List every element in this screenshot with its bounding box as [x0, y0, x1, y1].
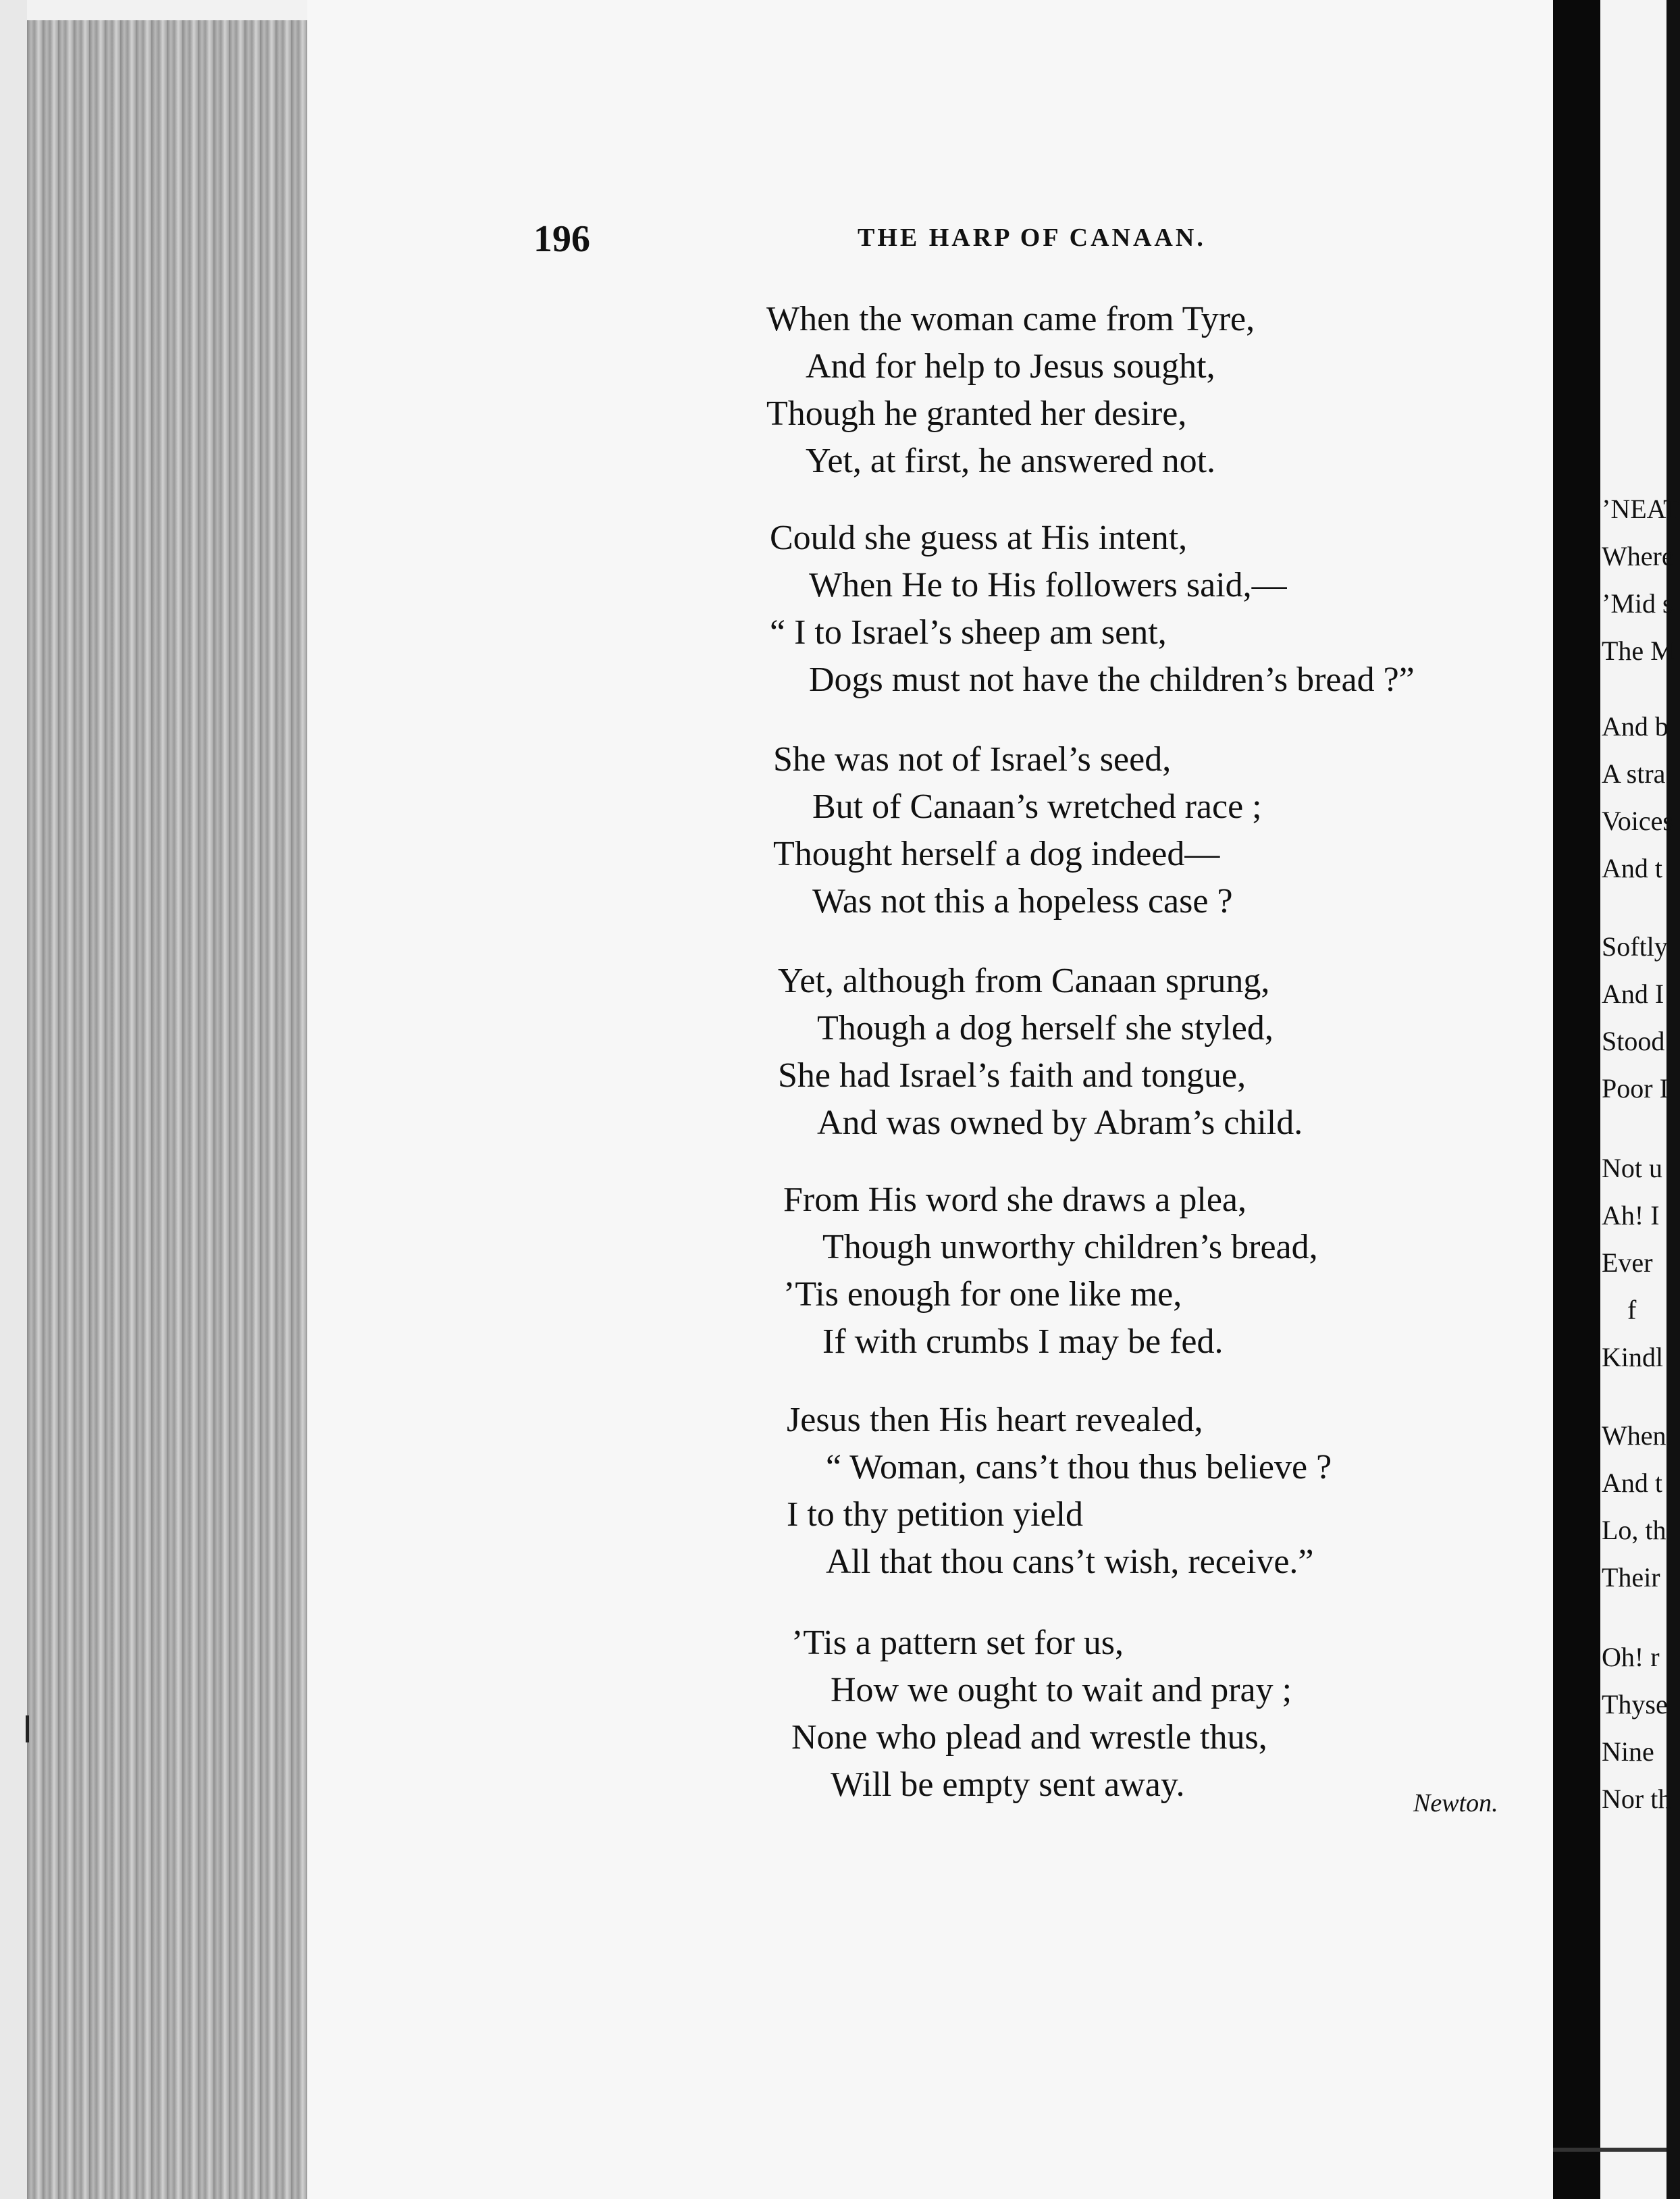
scan-mark — [26, 1715, 29, 1742]
facing-page-fragment: Their — [1602, 1562, 1660, 1593]
page-edge-top — [27, 0, 338, 20]
poem-line: When He to His followers said,— — [809, 566, 1287, 604]
poem-line: Yet, although from Canaan sprung, — [778, 962, 1270, 1000]
poem-line: Jesus then His heart revealed, — [787, 1401, 1203, 1439]
facing-page-fragment: Poor I — [1602, 1073, 1669, 1104]
poem-line: Though unworthy children’s bread, — [822, 1228, 1318, 1266]
poem-line: Though he granted her desire, — [766, 394, 1187, 433]
facing-page-fragment: Thyse — [1602, 1689, 1668, 1719]
poem-line: And for help to Jesus sought, — [806, 347, 1215, 386]
poem-line: She had Israel’s faith and tongue, — [778, 1056, 1246, 1095]
facing-page-fragment: Where — [1602, 541, 1674, 571]
facing-page-fragment: ’NEAT — [1602, 494, 1680, 524]
facing-page-fragment: Oh! r — [1602, 1642, 1660, 1672]
facing-page-fragment: And t — [1602, 853, 1662, 883]
poem-line: All that thou cans’t wish, receive.” — [826, 1543, 1314, 1581]
facing-page-fragment: Lo, th — [1602, 1515, 1666, 1545]
facing-page-fragment: And I — [1602, 979, 1664, 1009]
stacked-page-edges — [27, 20, 338, 2199]
running-title: THE HARP OF CANAAN. — [858, 224, 1206, 252]
poem-line: None who plead and wrestle thus, — [791, 1718, 1267, 1757]
facing-page-fragment: And b — [1602, 711, 1669, 742]
stanza-3 — [773, 736, 1262, 925]
poem-line: Will be empty sent away. — [831, 1765, 1185, 1804]
scan-mark — [1553, 2148, 1666, 2152]
poem-line: “ Woman, cans’t thou thus believe ? — [826, 1448, 1332, 1486]
poem-line: But of Canaan’s wretched race ; — [812, 787, 1262, 826]
author-attribution: Newton. — [1413, 1789, 1498, 1817]
poem-line: I to thy petition yield — [787, 1495, 1084, 1534]
facing-page-fragment: ’Mid s — [1602, 588, 1673, 619]
poem-line: If with crumbs I may be fed. — [822, 1322, 1224, 1361]
facing-page-fragment: Nor th — [1602, 1784, 1672, 1814]
stanza-4 — [778, 958, 1303, 1147]
facing-page-fragment: When — [1602, 1420, 1666, 1451]
facing-page-fragment: f — [1627, 1295, 1637, 1325]
stanza-7 — [791, 1620, 1292, 1809]
facing-page-fragment: Ever — [1602, 1247, 1653, 1278]
stanza-1 — [766, 296, 1255, 485]
poem-line: ’Tis enough for one like me, — [783, 1275, 1182, 1314]
facing-page-fragment: Not u — [1602, 1153, 1662, 1183]
facing-page-fragment: Stood — [1602, 1026, 1665, 1056]
facing-page-fragment: Ah! I — [1602, 1200, 1660, 1231]
stanza-6 — [787, 1397, 1332, 1586]
poem-line: From His word she draws a plea, — [783, 1181, 1246, 1219]
poem-line: Though a dog herself she styled, — [817, 1009, 1274, 1047]
facing-page-fragment: Softly — [1602, 931, 1668, 962]
poem-line: When the woman came from Tyre, — [766, 300, 1255, 338]
poem-line: “ I to Israel’s sheep am sent, — [770, 613, 1167, 652]
poem-line: And was owned by Abram’s child. — [817, 1104, 1303, 1142]
poem-line: Was not this a hopeless case ? — [812, 882, 1233, 921]
book-gutter — [1553, 0, 1600, 2199]
poem-line: Thought herself a dog indeed— — [773, 835, 1220, 873]
page-number: 196 — [533, 218, 590, 260]
poem-line: How we ought to wait and pray ; — [831, 1671, 1292, 1709]
poem-line: ’Tis a pattern set for us, — [791, 1624, 1124, 1662]
facing-page-fragment: Kindl — [1602, 1342, 1664, 1372]
stanza-5 — [783, 1176, 1318, 1366]
stanza-2 — [770, 515, 1415, 704]
poem-line: Dogs must not have the children’s bread ?” — [809, 661, 1415, 699]
poem-line: She was not of Israel’s seed, — [773, 740, 1172, 779]
facing-page-fragment: And t — [1602, 1468, 1662, 1498]
facing-page-fragment: Voices — [1602, 806, 1673, 836]
poem-line: Yet, at first, he answered not. — [806, 442, 1216, 480]
facing-page-fragment: A stra — [1602, 758, 1666, 789]
poem-line: Could she guess at His intent, — [770, 519, 1188, 557]
page-edge-outer — [0, 0, 27, 2199]
facing-page-fragment: The M — [1602, 636, 1675, 666]
facing-page-fragment: Nine — [1602, 1736, 1654, 1767]
